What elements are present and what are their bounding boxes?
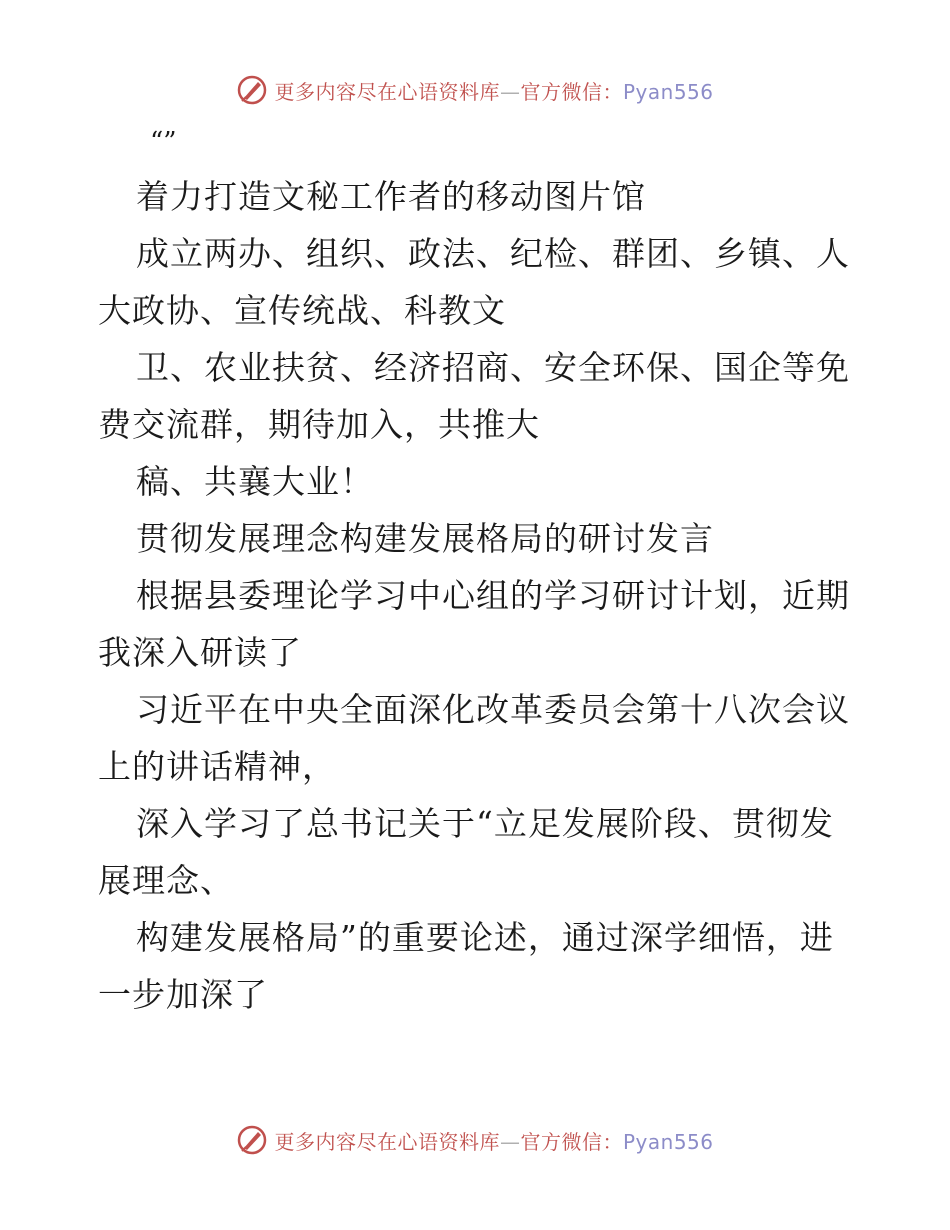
quill-logo-icon xyxy=(236,1124,268,1156)
banner-official: 官方微信： xyxy=(520,79,623,104)
banner-prefix: 更多内容尽在心语资料库 xyxy=(274,1129,500,1154)
paragraph-line: 成立两办、组织、政法、纪检、群团、乡镇、人 xyxy=(136,234,850,273)
paragraph-line: 构建发展格局”的重要论述，通过深学细悟，进 xyxy=(136,918,834,957)
banner-text xyxy=(274,1126,713,1155)
document-title: 贯彻发展理念构建发展格局的研讨发言 xyxy=(136,519,714,558)
banner-contact: Pyan556 xyxy=(622,79,714,104)
paragraph-line: 一步加深了 xyxy=(98,975,268,1014)
paragraph-line: 我深入研读了 xyxy=(98,633,302,672)
banner-separator: — xyxy=(499,79,521,104)
quill-logo-icon xyxy=(236,74,268,106)
banner-prefix: 更多内容尽在心语资料库 xyxy=(274,79,500,104)
paragraph-line: 习近平在中央全面深化改革委员会第十八次会议 xyxy=(136,690,850,729)
paragraph-line: 大政协、宣传统战、科教文 xyxy=(98,291,506,330)
paragraph-line: 展理念、 xyxy=(98,861,234,900)
paragraph-line: 卫、农业扶贫、经济招商、安全环保、国企等免 xyxy=(136,348,850,387)
banner-official: 官方微信： xyxy=(520,1129,623,1154)
header-banner xyxy=(0,72,950,108)
quote-marks: “” xyxy=(150,127,177,157)
paragraph-line: 根据县委理论学习中心组的学习研讨计划，近期 xyxy=(136,576,850,615)
banner-text xyxy=(274,76,713,105)
footer-banner xyxy=(0,1122,950,1158)
paragraph-line: 稿、共襄大业！ xyxy=(136,462,374,501)
banner-separator: — xyxy=(499,1129,521,1154)
paragraph-line: 费交流群，期待加入，共推大 xyxy=(98,405,540,444)
document-body xyxy=(98,128,858,1023)
paragraph-line: 深入学习了总书记关于“立足发展阶段、贯彻发 xyxy=(136,804,834,843)
paragraph-line: 上的讲话精神， xyxy=(98,747,336,786)
banner-contact: Pyan556 xyxy=(622,1129,714,1154)
paragraph-line: 着力打造文秘工作者的移动图片馆 xyxy=(136,177,646,216)
